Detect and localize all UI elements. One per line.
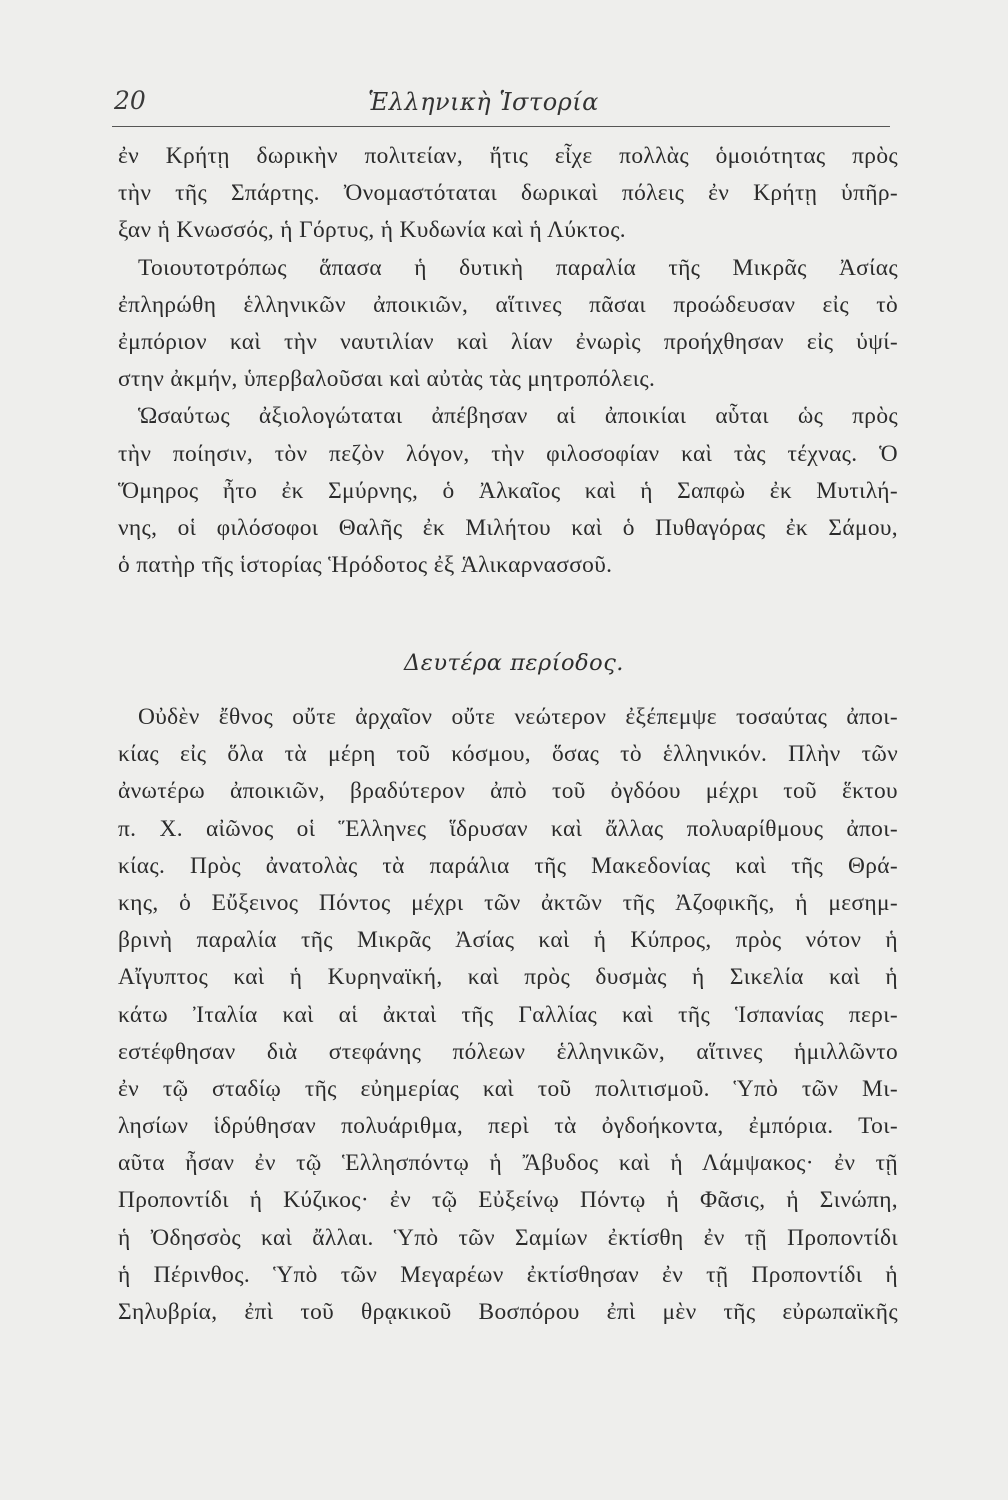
text-line: Ὡσαύτως ἀξιολογώταται ἀπέβησαν αἱ ἀποικίαι αὗται ὡς πρὸς	[138, 403, 898, 430]
text-line: λησίων ἱδρύθησαν πολυάριθμα, περὶ τὰ ὀγδοήκοντα, ἐμπόρια. Τοι-	[118, 1113, 898, 1140]
text-line: κης, ὁ Εὔξεινος Πόντος μέχρι τῶν ἀκτῶν τῆς Ἀζοφικῆς, ἡ μεσημ-	[118, 889, 898, 916]
text-line: ἐπληρώθη ἑλληνικῶν ἀποικιῶν, αἵτινες πᾶσαι προώδευσαν εἰς τὸ	[118, 291, 898, 318]
text-line: στην ἀκμήν, ὑπερβαλοῦσαι καὶ αὐτὰς τὰς μητροπόλεις.	[118, 366, 656, 393]
text-line: νης, οἱ φιλόσοφοι Θαλῆς ἐκ Μιλήτου καὶ ὁ Πυθαγόρας ἐκ Σάμου,	[118, 514, 898, 541]
header-rule	[112, 126, 890, 127]
text-line: Αἴγυπτος καὶ ἡ Κυρηναϊκή, καὶ πρὸς δυσμὰς ἡ Σικελία καὶ ἡ	[118, 964, 898, 991]
text-line: κίας εἰς ὅλα τὰ μέρη τοῦ κόσμου, ὅσας τὸ ἑλληνικόν. Πλὴν τῶν	[118, 741, 898, 768]
text-line: Σηλυβρία, ἐπὶ τοῦ θρᾳκικοῦ Βοσπόρου ἐπὶ μὲν τῆς εὐρωπαϊκῆς	[118, 1299, 898, 1325]
text-line: τὴν τῆς Σπάρτης. Ὀνομαστόταται δωρικαὶ πόλεις ἐν Κρήτῃ ὑπῆρ-	[118, 180, 898, 207]
text-line: εστέφθησαν διὰ στεφάνης πόλεων ἑλληνικῶν, αἵτινες ἡμιλλῶντο	[118, 1038, 898, 1065]
text-line: κάτω Ἰταλία καὶ αἱ ἀκταὶ τῆς Γαλλίας καὶ τῆς Ἱσπανίας περι-	[118, 1001, 898, 1028]
text-line: ἀνωτέρω ἀποικιῶν, βραδύτερον ἀπὸ τοῦ ὀγδόου μέχρι τοῦ ἕκτου	[118, 778, 898, 805]
page-header	[112, 86, 892, 122]
text-line: ἡ Πέρινθος. Ὑπὸ τῶν Μεγαρέων ἐκτίσθησαν ἐν τῇ Προποντίδι ἡ	[118, 1261, 898, 1288]
text-line: ἡ Ὀδησσὸς καὶ ἄλλαι. Ὑπὸ τῶν Σαμίων ἐκτίσθη ἐν τῇ Προποντίδι	[118, 1224, 898, 1251]
text-line: κίας. Πρὸς ἀνατολὰς τὰ παράλια τῆς Μακεδονίας καὶ τῆς Θρά-	[118, 852, 898, 879]
text-block-2	[118, 699, 898, 1331]
text-line: ἐν τῷ σταδίῳ τῆς εὐημερίας καὶ τοῦ πολιτισμοῦ. Ὑπὸ τῶν Μι-	[118, 1075, 898, 1102]
text-line: ὁ πατὴρ τῆς ἱστορίας Ἡρόδοτος ἐξ Ἁλικαρνασσοῦ.	[118, 552, 613, 579]
text-line: ξαν ἡ Κνωσσός, ἡ Γόρτυς, ἡ Κυδωνία καὶ ἡ Λύκτος.	[118, 217, 627, 244]
running-title: Ἑλληνικὴ Ἱστορία	[368, 88, 599, 116]
text-line: Τοιουτοτρόπως ἅπασα ἡ δυτικὴ παραλία τῆς Μικρᾶς Ἀσίας	[138, 254, 898, 281]
text-line: π. Χ. αἰῶνος οἱ Ἕλληνες ἵδρυσαν καὶ ἄλλας πολυαρίθμους ἀποι-	[118, 815, 898, 842]
text-line: Προποντίδι ἡ Κύζικος· ἐν τῷ Εὐξείνῳ Πόντῳ ἡ Φᾶσις, ἡ Σινώπη,	[118, 1187, 898, 1214]
text-line: Οὐδὲν ἔθνος οὔτε ἀρχαῖον οὔτε νεώτερον ἐξέπεμψε τοσαύτας ἀποι-	[138, 704, 898, 730]
text-line: ἐν Κρήτῃ δωρικὴν πολιτείαν, ἥτις εἶχε πολλὰς ὁμοιότητας πρὸς	[118, 143, 898, 169]
text-line: αῦτα ἦσαν ἐν τῷ Ἑλλησπόντῳ ἡ Ἄβυδος καὶ ἡ Λάμψακος· ἐν τῇ	[118, 1150, 898, 1177]
text-line: Ὅμηρος ἦτο ἐκ Σμύρνης, ὁ Ἀλκαῖος καὶ ἡ Σαπφὼ ἐκ Μυτιλή-	[118, 477, 898, 504]
page-number: 20	[114, 86, 146, 115]
text-line: τὴν ποίησιν, τὸν πεζὸν λόγον, τὴν φιλοσοφίαν καὶ τὰς τέχνας. Ὁ	[118, 440, 898, 467]
text-line: βρινὴ παραλία τῆς Μικρᾶς Ἀσίας καὶ ἡ Κύπρος, πρὸς νότον ἡ	[118, 927, 898, 954]
text-block-1	[118, 138, 898, 584]
text-line: ἐμπόριον καὶ τὴν ναυτιλίαν καὶ λίαν ἐνωρὶς προήχθησαν εἰς ὑψί-	[118, 328, 898, 355]
section-heading: Δευτέρα περίοδος.	[404, 650, 624, 676]
